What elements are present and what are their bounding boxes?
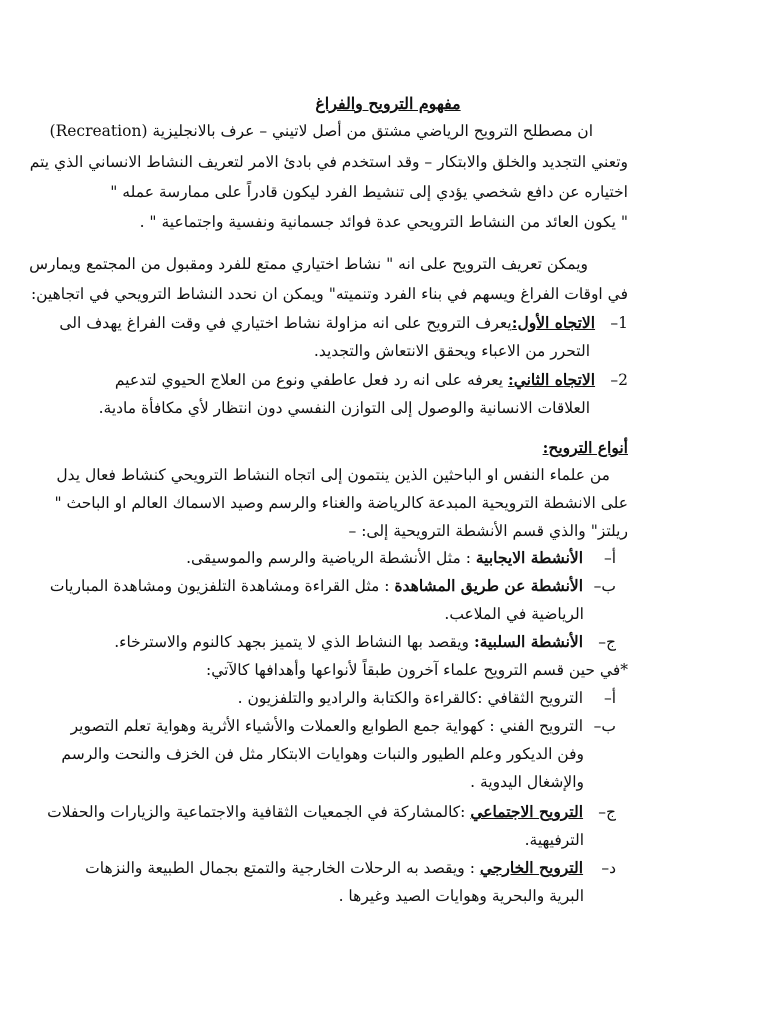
direction-2 <box>115 368 628 392</box>
group2-item-d <box>85 856 616 880</box>
direction-2-line-2: العلاقات الانسانية والوصول إلى التوازن النفسي دون انتظار لأي مكافأة مادية. <box>98 399 590 417</box>
page-title: مفهوم الترويح والفراغ <box>315 94 461 113</box>
group1-item-b-label: الأنشطة عن طريق المشاهدة <box>394 576 584 595</box>
types-intro-line-3: ريلتز" والذي قسم الأنشطة الترويحية إلى: – <box>348 522 628 540</box>
group2-item-b-text: : كهواية جمع الطوابع والعملات والأشياء الأثرية وهواية تعلم التصوير <box>70 717 500 735</box>
group2-item-b-line-2: وفن الديكور وعلم الطيور والنبات وهوايات الابتكار مثل فن الخزف والنحت والرسم <box>61 745 584 763</box>
group1-item-a-label: الأنشطة الايجابية <box>475 548 584 567</box>
group2-item-b <box>71 714 616 738</box>
types-intro-line-1: من علماء النفس او الباحثين الذين ينتمون إلى اتجاه النشاط الترويحي كنشاط فعال يدل <box>56 466 610 484</box>
group1-item-c-label: الأنشطة السلبية: <box>473 632 584 651</box>
direction-2-text: يعرفه على انه رد فعل عاطفي ونوع من العلاج الحيوي لتدعيم <box>114 371 508 389</box>
group2-item-d-marker: د– <box>601 859 616 877</box>
second-intro: *في حين قسم الترويح علماء آخرون طبقاً لأنواعها وأهدافها كالآتي: <box>206 661 628 679</box>
direction-1 <box>59 311 628 335</box>
intro-line-1: ان مصطلح الترويح الرياضي مشتق من أصل لاتيني – عرف بالانجليزية (Recreation) <box>49 122 593 140</box>
definition-line-1: ويمكن تعريف الترويح على انه " نشاط اختياري ممتع للفرد ومقبول من المجتمع ويمارس <box>29 255 588 273</box>
group1-item-b <box>50 574 616 598</box>
types-intro-line-2: على الانشطة الترويحية المبدعة كالرياضة والغناء والرسم وصيد الاسماك العالم او الباحث " <box>54 494 628 512</box>
group1-item-b-marker: ب– <box>593 577 616 595</box>
group2-item-a-text: :كالقراءة والكتابة والراديو والتلفزيون . <box>237 689 488 707</box>
group2-item-c <box>47 800 616 824</box>
group1-item-b-line-2: الرياضية في الملاعب. <box>444 605 584 623</box>
group1-item-a-marker: أ– <box>603 549 616 567</box>
group2-item-c-text: :كالمشاركة في الجمعيات الثقافية والاجتماعية والزيارات والحفلات <box>47 803 471 821</box>
intro-line-2: وتعني التجديد والخلق والابتكار – وقد استخدم في بادئ الامر لتعريف النشاط الانساني الذي يتم <box>29 153 628 171</box>
group2-item-d-line-2: البرية والبحرية وهوايات الصيد وغيرها . <box>338 887 584 905</box>
direction-2-marker: 2– <box>610 371 628 389</box>
group1-item-c-marker: ج– <box>598 633 616 651</box>
group2-item-c-label: الترويح الاجتماعي <box>470 802 584 821</box>
group2-item-b-marker: ب– <box>593 717 616 735</box>
group2-item-a <box>238 686 616 710</box>
group2-item-a-label: الترويح الثقافي <box>487 689 584 707</box>
group2-item-a-marker: أ– <box>603 689 616 707</box>
group2-item-d-label: الترويح الخارجي <box>479 858 584 877</box>
group1-item-a <box>186 546 616 570</box>
direction-1-marker: 1– <box>610 314 628 332</box>
group1-item-c-text: ويقصد بها النشاط الذي لا يتميز بجهد كالنوم والاسترخاء. <box>114 633 474 651</box>
direction-1-text: يعرف الترويح على انه مزاولة نشاط اختياري في وقت الفراغ يهدف الى <box>59 314 512 332</box>
direction-2-label: الاتجاه الثاني: <box>507 370 596 389</box>
intro-line-3: اختياره عن دافع شخصي يؤدي إلى تنشيط الفرد ليكون قادراً على ممارسة عمله " <box>110 183 628 201</box>
group2-item-c-line-2: الترفيهية. <box>524 831 584 849</box>
types-heading: أنواع الترويح: <box>542 438 628 457</box>
definition-line-2: في اوقات الفراغ ويسهم في بناء الفرد وتنميته" ويمكن ان نحدد النشاط الترويحي في اتجاهين: <box>30 285 628 303</box>
intro-line-4: " يكون العائد من النشاط الترويحي عدة فوائد جسمانية ونفسية واجتماعية " . <box>139 213 628 231</box>
direction-1-label: الاتجاه الأول: <box>511 313 596 332</box>
group1-item-b-text: : مثل القراءة ومشاهدة التلفزيون ومشاهدة المباريات <box>49 577 395 595</box>
group2-item-c-marker: ج– <box>598 803 616 821</box>
group1-item-c <box>114 630 616 654</box>
group2-item-d-text: : ويقصد به الرحلات الخارجية والتمتع بجمال الطبيعة والنزهات <box>85 859 480 877</box>
group2-item-b-line-3: والإشغال اليدوية . <box>470 773 584 791</box>
direction-1-line-2: التحرر من الاعباء ويحقق الانتعاش والتجديد. <box>313 342 590 360</box>
group1-item-a-text: : مثل الأنشطة الرياضية والرسم والموسيقى. <box>186 549 476 567</box>
group2-item-b-label: الترويح الفني <box>499 717 584 735</box>
